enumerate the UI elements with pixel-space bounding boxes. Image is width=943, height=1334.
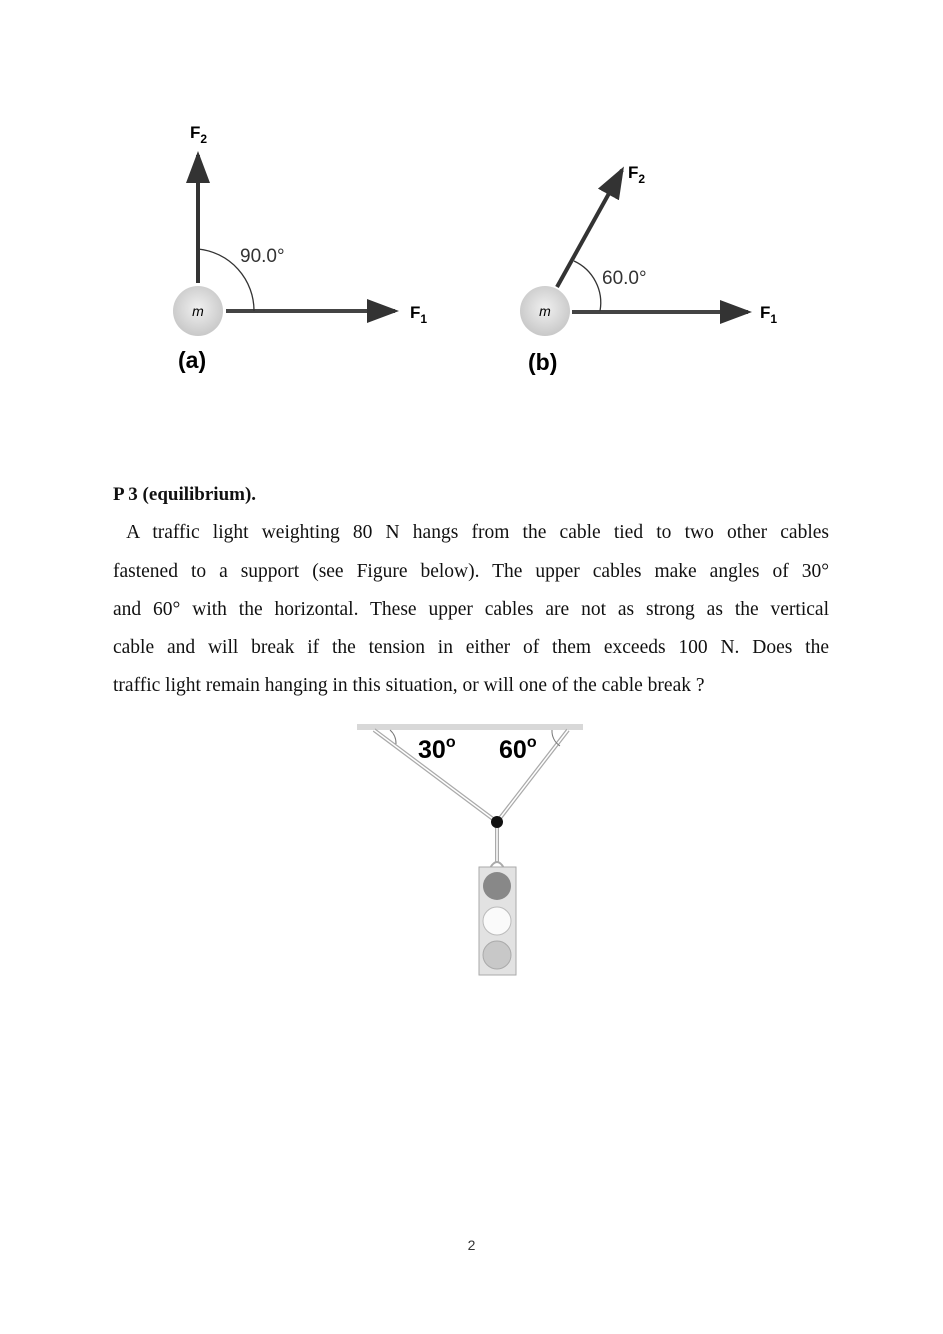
problem-text-line: and 60° with the horizontal. These upper cables are not as strong as the vertical [113, 599, 829, 620]
green-lamp [483, 941, 511, 969]
angle-30-label: 30$^o$ [418, 734, 456, 764]
f1-label: $F_1$ [410, 303, 428, 326]
yellow-lamp [483, 907, 511, 935]
figure-b [520, 163, 777, 375]
angle-60-label: 60$^o$ [499, 734, 537, 764]
ceiling-support [357, 724, 583, 730]
problem-text-line: cable and will break if the tension in either of them exceeds 100 N. Does the [113, 637, 829, 658]
traffic-light-figure [357, 724, 583, 975]
problem-heading: P 3 (equilibrium). [113, 484, 257, 505]
problem-text-line: traffic light remain hanging in this situation, or will one of the cable break ? [113, 675, 705, 696]
red-lamp [483, 872, 511, 900]
f1-label: $F_1$ [760, 303, 778, 326]
problem-text-line: fastened to a support (see Figure below). The upper cables make angles of 30° [113, 561, 829, 582]
figure-label: (b) [528, 349, 558, 375]
problem-text-line: A traffic light weighting 80 N hangs from the cable tied to two other cables [113, 522, 829, 543]
page-number: 2 [467, 1237, 476, 1253]
knot [491, 816, 503, 828]
figure-a [173, 123, 427, 373]
f2-label: $F_2$ [190, 123, 208, 146]
angle-label: 60.0° [602, 268, 647, 289]
figure-label: (a) [178, 347, 207, 373]
mass-label: m [539, 303, 551, 319]
angle-label: 90.0° [240, 246, 285, 267]
angle-arc [574, 261, 601, 311]
f2-label: $F_2$ [628, 163, 646, 186]
mass-label: m [192, 303, 204, 319]
